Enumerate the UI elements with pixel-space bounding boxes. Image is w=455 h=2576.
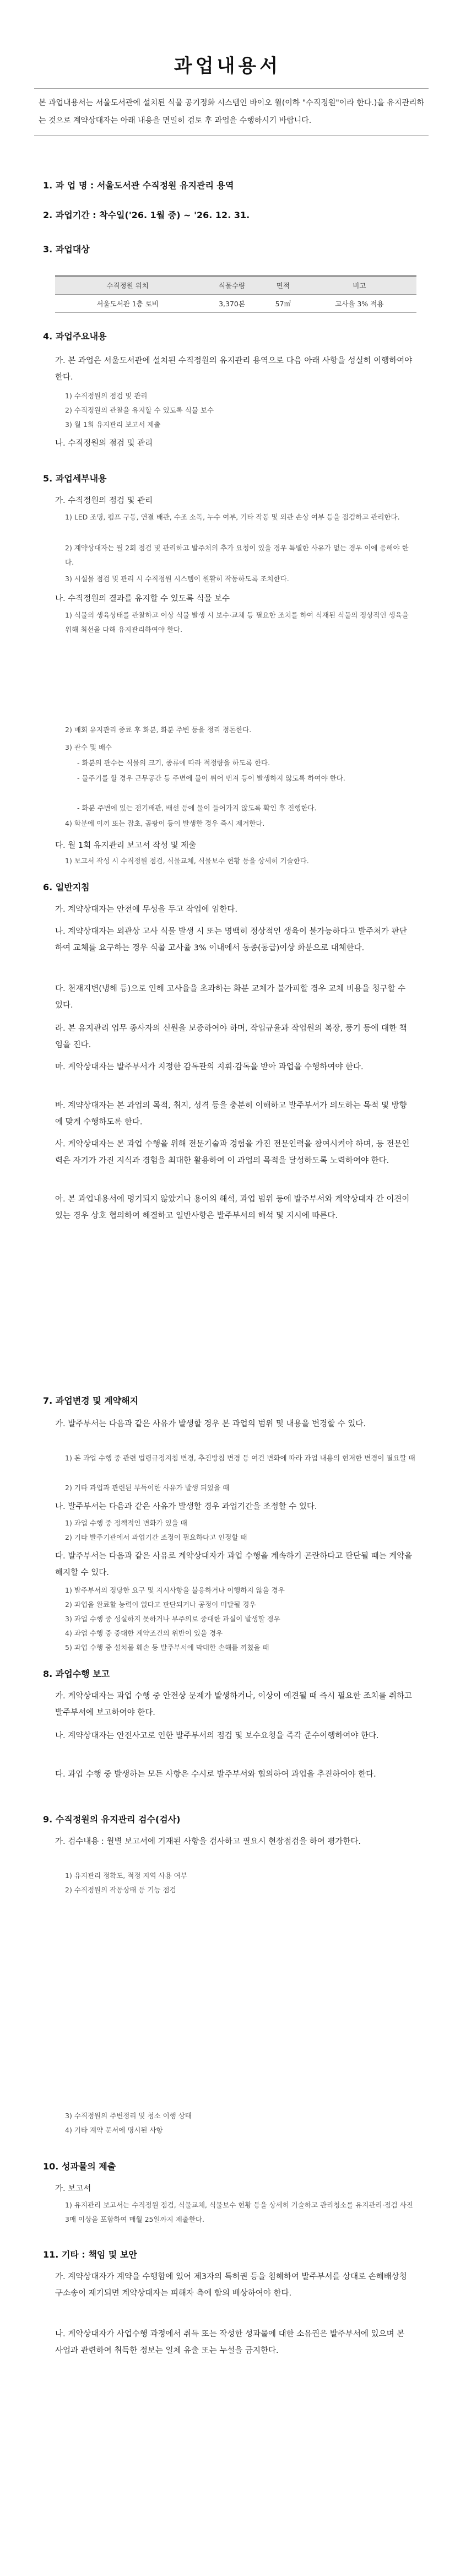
table-header-cell: 면적	[264, 276, 302, 295]
section-6-item: 아. 본 과업내용서에 명기되지 않았거나 용어의 해석, 과업 범위 등에 발주부서와 계약상대자 간 이견이 있는 경우 상호 협의하여 해결하고 일반사항은 발주부서의 해석 및 지시에 따른다.	[55, 1195, 410, 1220]
list-item: 1) LED 조명, 펌프 구동, 연결 배관, 수조 소독, 누수 여부, 기타 작동 및 외관 손상 여부 등을 점검하고 관리한다.	[65, 513, 400, 521]
list-item: 2) 과업을 완료할 능력이 없다고 판단되거나 공정이 미달될 경우	[65, 1600, 256, 1609]
section-3-heading: 3. 과업대상	[43, 244, 90, 255]
list-item: 3) 관수 및 배수	[65, 743, 112, 751]
section-6-item: 마. 계약상대자는 발주부서가 지정한 감독관의 지휘·감독을 받아 과업을 수행하여야 한다.	[55, 1063, 364, 1071]
list-item: 2) 계약상대자는 월 2회 점검 및 관리하고 발주처의 추가 요청이 있을 경우 특별한 사유가 없는 경우 이에 응해야 한다.	[65, 544, 409, 566]
section-6-item: 라. 본 유지관리 업무 종사자의 신원을 보증하여야 하며, 작업규율과 작업원의 복장, 풍기 등에 대한 책임을 진다.	[55, 1024, 407, 1049]
section-6-heading: 6. 일반지침	[43, 882, 90, 892]
section-8-item: 나. 계약상대자는 안전사고로 인한 발주부서의 점검 및 보수요청을 즉각 준수이행하여야 한다.	[55, 1731, 379, 1740]
list-item: - 화분 주변에 있는 전기배관, 배선 등에 물이 들어가지 않도록 확인 후 진행한다.	[77, 804, 317, 812]
list-item: 1) 유지관리 보고서는 수직정원 점검, 식물교체, 식물보수 현황 등을 상세히 기술하고 관리청소를 유지관리·점검 사진 3매 이상을 포함하여 매월 25일까지 제출한다.	[65, 2201, 413, 2223]
section-5-heading: 5. 과업세부내용	[43, 473, 107, 484]
section-5-na: 나. 수직정원의 결과를 유지할 수 있도록 식물 보수	[55, 594, 230, 603]
list-item: 1) 발주부서의 정당한 요구 및 지시사항을 불응하거나 이행하지 않을 경우	[65, 1586, 285, 1594]
section-11-heading: 11. 기타 : 책임 및 보안	[43, 2249, 137, 2260]
section-4-na: 나. 수직정원의 점검 및 관리	[55, 439, 153, 448]
list-item: 4) 화분에 이끼 또는 잡초, 곰팡이 등이 발생한 경우 즉시 제거한다.	[65, 819, 265, 827]
list-item: 4) 기타 계약 문서에 명시된 사항	[65, 2126, 163, 2134]
section-10-ga: 가. 보고서	[55, 2184, 91, 2193]
section-11-item: 가. 계약상대자가 계약을 수행함에 있어 제3자의 특허권 등을 침해하여 발주부서를 상대로 손해배상청구소송이 제기되면 계약상대자는 피해자 측에 함의 배상하여야 한다.	[55, 2272, 407, 2298]
section-6-item: 사. 계약상대자는 본 과업 수행을 위해 전문기술과 경험을 가진 전문인력을 참여시켜야 하며, 등 전문인력은 자기가 가진 지식과 경험을 최대한 활용하여 이 과업의 목적을 달성하도록 노력하여야 한다.	[55, 1140, 410, 1165]
section-1-heading	[43, 178, 234, 191]
list-item: 2) 기타 발주기관에서 과업기간 조정이 필요하다고 인정할 때	[65, 1533, 247, 1541]
list-item: 4) 과업 수행 중 중대한 계약조건의 위반이 있을 경우	[65, 1629, 223, 1637]
table-cell: 서울도서관 1층 로비	[55, 295, 200, 313]
section-5-da: 다. 월 1회 유지관리 보고서 작성 및 제출	[55, 841, 197, 850]
list-item: 3) 과업 수행 중 성실하지 못하거나 부주의로 중대한 과실이 발생할 경우	[65, 1615, 280, 1623]
section-2-heading: 2. 과업기간 : 착수일('26. 1월 중) ~ '26. 12. 31.	[43, 210, 250, 220]
list-item: 1) 보고서 작성 시 수직정원 점검, 식물교체, 식물보수 현황 등을 상세히 기술한다.	[65, 857, 309, 865]
list-item: 5) 과업 수행 중 설치물 훼손 등 발주부서에 막대한 손해를 끼쳤을 때	[65, 1643, 269, 1652]
section-11-item: 나. 계약상대자가 사업수행 과정에서 취득 또는 작성한 성과물에 대한 소유권은 발주부서에 있으며 본 사업과 관련하여 취득한 정보는 일체 유출 또는 누설을 금지한다.	[55, 2330, 405, 2355]
section-5-ga: 가. 수직정원의 점검 및 관리	[55, 496, 153, 505]
section-8-heading: 8. 과업수행 보고	[43, 1669, 110, 1679]
list-item: - 물주기를 할 경우 근무공간 등 주변에 물이 튀어 번져 등이 발생하지 않도록 하여야 한다.	[77, 774, 345, 782]
table-header-cell: 식물수량	[200, 276, 264, 295]
section-4-ga: 가. 본 과업은 서울도서관에 설치된 수직정원의 유지관리 용역으로 다음 아래 사항을 성실히 이행하여야 한다.	[55, 356, 413, 382]
section-7-ga: 가. 발주부서는 다음과 같은 사유가 발생할 경우 본 과업의 범위 및 내용을 변경할 수 있다.	[55, 1420, 366, 1428]
list-item: 3) 월 1회 유지관리 보고서 제출	[65, 420, 161, 429]
table-row	[55, 295, 416, 313]
list-item: 2) 매회 유지관리 종료 후 화분, 화분 주변 등을 정리 정돈한다.	[65, 726, 252, 734]
section-7-na: 나. 발주부서는 다음과 같은 사유가 발생할 경우 과업기간을 조정할 수 있다.	[55, 1502, 317, 1511]
table-cell: 57㎡	[264, 295, 302, 313]
section-8-item: 다. 과업 수행 중 발생하는 모든 사항은 수시로 발주부서와 협의하여 과업을 추진하여야 한다.	[55, 1770, 376, 1779]
list-item: 1) 과업 수행 중 정책적인 변화가 있을 때	[65, 1519, 187, 1527]
list-item: 1) 유지관리 정확도, 적정 지역 사용 여부	[65, 1871, 187, 1880]
section-4-heading: 4. 과업주요내용	[43, 331, 107, 342]
table-header-cell: 비고	[302, 276, 416, 295]
table-cell: 3,370본	[200, 295, 264, 313]
section-10-heading: 10. 성과물의 제출	[43, 2161, 116, 2172]
list-item: 2) 수직정원의 작동상태 등 기능 점검	[65, 1886, 176, 1894]
list-item: - 화분의 관수는 식물의 크기, 종류에 따라 적정량을 하도록 한다.	[77, 759, 270, 767]
document-title: 과업내용서	[174, 55, 281, 77]
section-9-heading: 9. 수직정원의 유지관리 검수(검사)	[43, 1814, 181, 1825]
list-item: 3) 수직정원의 주변정리 및 청소 이행 상태	[65, 2112, 192, 2120]
section-7-heading: 7. 과업변경 및 계약해지	[43, 1395, 139, 1406]
section-1-label: 1. 과 업 명 :	[43, 180, 97, 191]
section-8-item: 가. 계약상대자는 과업 수행 중 안전상 문제가 발생하거나, 이상이 예견될 때 즉시 필요한 조치를 취하고 발주부서에 보고하여야 한다.	[55, 1692, 413, 1717]
intro-box: 본 과업내용서는 서울도서관에 설치된 식물 공기정화 시스템인 바이오 월(이하 "수직정원"이라 한다.)을 유지관리하는 것으로 계약상대자는 아래 내용을 면밀히 검토 후 과업을 수행하시기 바랍니다.	[34, 88, 429, 136]
section-6-item: 다. 천재지변(냉해 등)으로 인해 고사율을 초과하는 화분 교체가 불가피할 경우 교체 비용을 청구할 수 있다.	[55, 984, 406, 1010]
section-6-item: 나. 계약상대자는 외관상 고사 식물 발생 시 또는 명백히 정상적인 생육이 불가능하다고 발주처가 판단하여 교체를 요구하는 경우 식물 고사율 3% 이내에서 동종(동급)이상 화분으로 대체한다.	[55, 927, 407, 953]
target-table	[55, 275, 416, 313]
list-item: 1) 수직정원의 점검 및 관리	[65, 392, 148, 400]
section-1-value: 서울도서관 수직정원 유지관리 용역	[96, 180, 234, 191]
table-cell: 고사율 3% 적용	[302, 295, 416, 313]
list-item: 1) 식물의 생육상태를 관찰하고 이상 식물 발생 시 보수·교체 등 필요한 조치를 하여 식재된 식물의 정상적인 생육을 위해 최선을 다해 유지관리하여야 한다.	[65, 611, 409, 634]
section-7-da: 다. 발주부서는 다음과 같은 사유로 계약상대자가 과업 수행을 계속하기 곤란하다고 판단될 때는 계약을 해지할 수 있다.	[55, 1552, 413, 1577]
table-header-row	[55, 276, 416, 295]
section-9-ga: 가. 검수내용 : 월별 보고서에 기재된 사항을 검사하고 필요시 현장점검을 하여 평가한다.	[55, 1837, 361, 1846]
list-item: 1) 본 과업 수행 중 관련 법령규정지침 변경, 추진방침 변경 등 여건 변화에 따라 과업 내용의 현저한 변경이 필요할 때	[65, 1454, 415, 1462]
list-item: 2) 기타 과업과 관련된 부득이한 사유가 발생 되었을 때	[65, 1484, 230, 1492]
list-item: 2) 수직정원의 관찰을 유지할 수 있도록 식물 보수	[65, 406, 214, 414]
section-6-item: 가. 계약상대자는 안전에 무성을 두고 작업에 임한다.	[55, 905, 238, 914]
section-6-item: 바. 계약상대자는 본 과업의 목적, 취지, 성격 등을 충분히 이해하고 발주부서가 의도하는 목적 및 방향에 맞게 수행하도록 한다.	[55, 1101, 407, 1127]
table-header-cell: 수직정원 위치	[55, 276, 200, 295]
list-item: 3) 시설물 점검 및 관리 시 수직정원 시스템이 원활히 작동하도록 조치한다.	[65, 575, 289, 583]
